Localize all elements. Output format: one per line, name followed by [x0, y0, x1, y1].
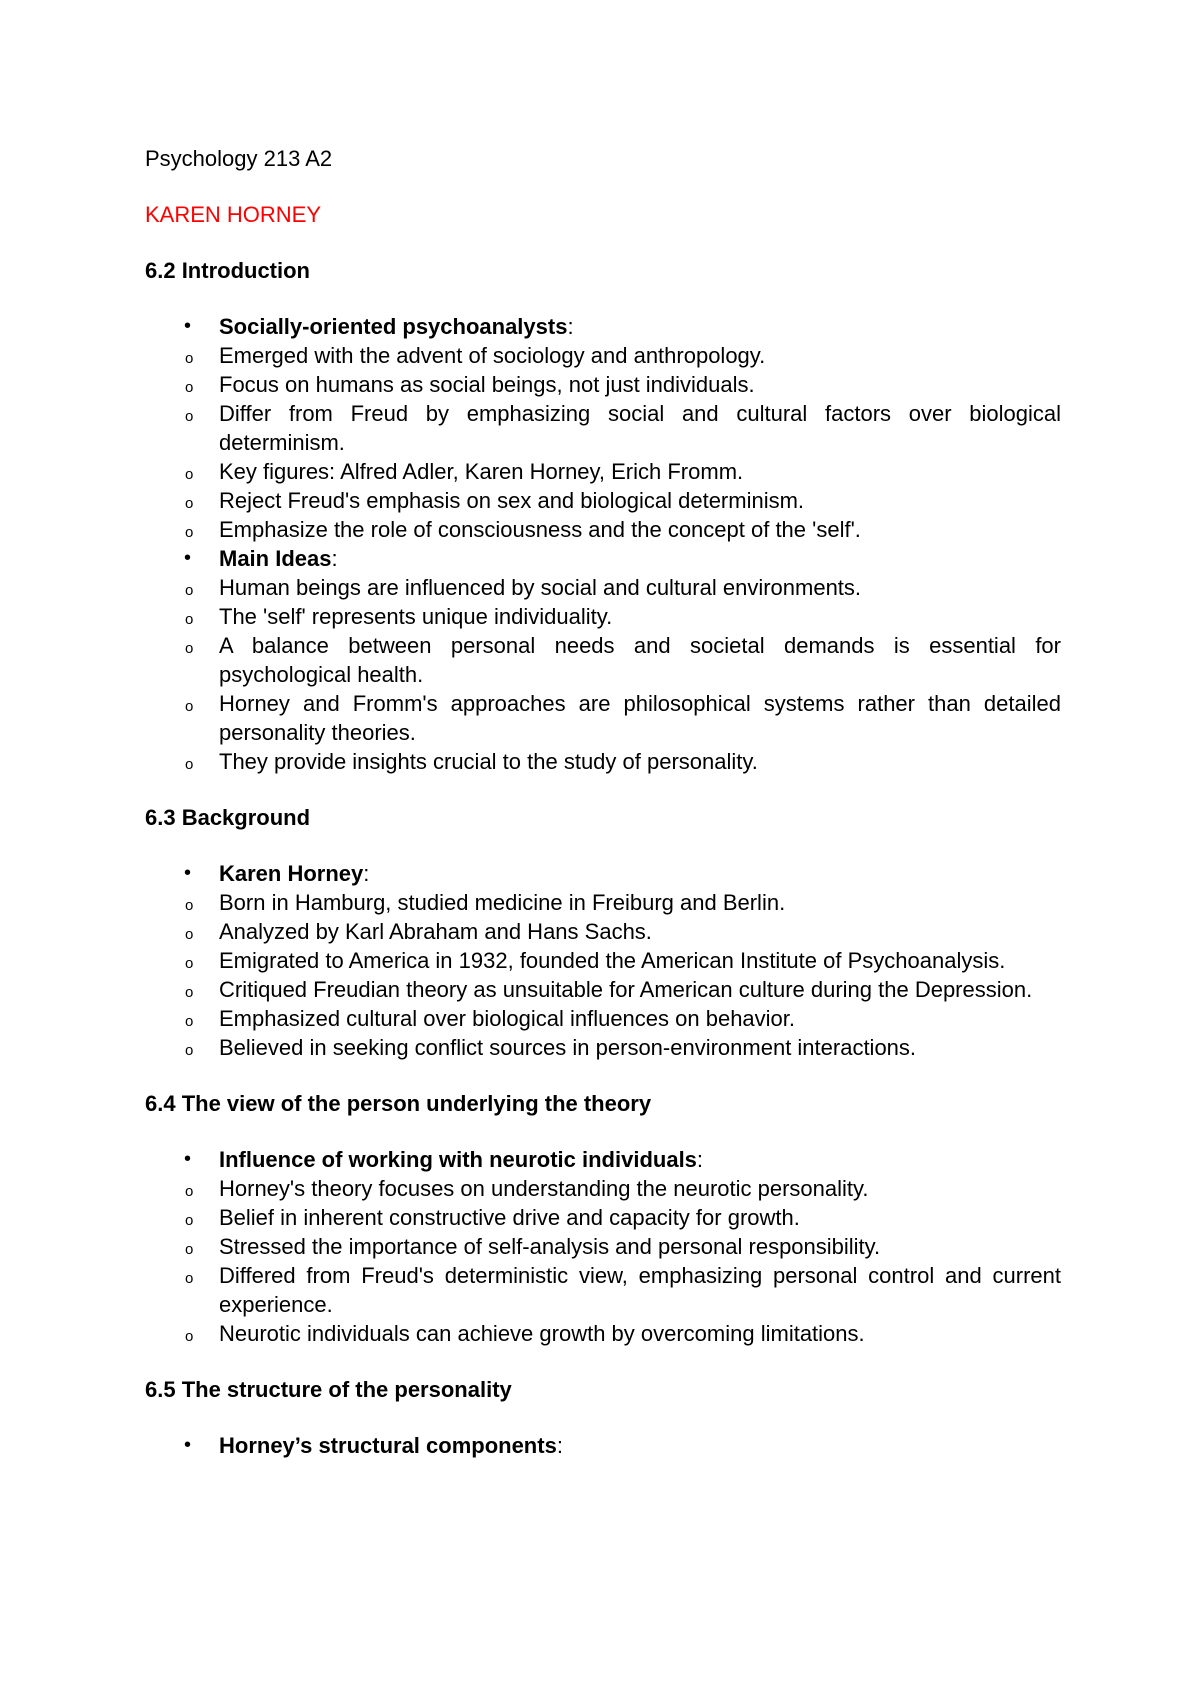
- sub-bullet-icon: o: [185, 1270, 194, 1287]
- point-list: [185, 341, 1061, 544]
- sub-bullet-icon: o: [185, 524, 194, 541]
- topic-label-colon: :: [696, 1147, 704, 1172]
- document-content: [145, 144, 1061, 1460]
- sub-bullet-icon: o: [185, 955, 194, 972]
- point-text: Emerged with the advent of sociology and anthropology.: [219, 343, 766, 368]
- sub-bullet-icon: o: [185, 408, 194, 425]
- bullet-icon: •: [184, 547, 192, 569]
- sub-bullet-icon: o: [185, 611, 194, 628]
- point-item: [185, 1232, 1061, 1261]
- point-list: [185, 888, 1061, 1062]
- point-text: Reject Freud's emphasis on sex and biological determinism.: [219, 488, 805, 513]
- sub-bullet-icon: o: [185, 1212, 194, 1229]
- topic-label-colon: :: [567, 314, 574, 339]
- point-list: [185, 1174, 1061, 1348]
- point-item: [185, 1033, 1061, 1062]
- sub-bullet-icon: o: [185, 582, 194, 599]
- point-item: [185, 917, 1061, 946]
- topic-item: [145, 1431, 1061, 1460]
- sub-bullet-icon: o: [185, 698, 194, 715]
- document-title: KAREN HORNEY: [145, 202, 322, 227]
- point-item: [185, 341, 1061, 370]
- point-item: [185, 1319, 1061, 1348]
- point-item: [185, 1174, 1061, 1203]
- topic-label: Socially-oriented psychoanalysts: [219, 314, 568, 339]
- point-text: Differed from Freud's deterministic view, emphasizing personal control and current experience.: [219, 1263, 1061, 1317]
- topic-item: [145, 312, 1061, 544]
- point-text: Neurotic individuals can achieve growth by overcoming limitations.: [219, 1321, 865, 1346]
- section: [145, 803, 1061, 1062]
- point-text: Born in Hamburg, studied medicine in Freiburg and Berlin.: [219, 890, 786, 915]
- point-list: [185, 573, 1061, 776]
- section: [145, 256, 1061, 776]
- point-item: [185, 975, 1061, 1004]
- point-item: [185, 1261, 1061, 1319]
- point-item: [185, 602, 1061, 631]
- sub-bullet-icon: o: [185, 897, 194, 914]
- topic-list: [145, 1431, 1061, 1460]
- point-item: [185, 399, 1061, 457]
- bullet-icon: •: [184, 1434, 192, 1456]
- topic-label: Main Ideas: [219, 546, 332, 571]
- point-text: Human beings are influenced by social and cultural environments.: [219, 575, 862, 600]
- topic-item: [145, 1145, 1061, 1348]
- topic-list: [145, 312, 1061, 776]
- point-item: [185, 486, 1061, 515]
- bullet-icon: •: [184, 315, 192, 337]
- sub-bullet-icon: o: [185, 379, 194, 396]
- point-item: [185, 888, 1061, 917]
- point-item: [185, 370, 1061, 399]
- point-text: Stressed the importance of self-analysis and personal responsibility.: [219, 1234, 881, 1259]
- topic-list: [145, 859, 1061, 1062]
- topic-label: Karen Horney: [219, 861, 364, 886]
- topic-label-colon: :: [556, 1433, 563, 1458]
- point-text: Horney and Fromm's approaches are philosophical systems rather than detailed personality theories.: [219, 691, 1061, 745]
- point-item: [185, 631, 1061, 689]
- point-item: [185, 1004, 1061, 1033]
- topic-list: [145, 1145, 1061, 1348]
- point-item: [185, 946, 1061, 975]
- point-item: [185, 747, 1061, 776]
- topic-label-colon: :: [363, 861, 370, 886]
- sub-bullet-icon: o: [185, 1013, 194, 1030]
- sub-bullet-icon: o: [185, 495, 194, 512]
- point-text: Critiqued Freudian theory as unsuitable for American culture during the Depression.: [219, 977, 1033, 1002]
- point-text: Analyzed by Karl Abraham and Hans Sachs.: [219, 919, 652, 944]
- sections-container: [145, 256, 1061, 1460]
- point-text: Emigrated to America in 1932, founded the American Institute of Psychoanalysis.: [219, 948, 1006, 973]
- section-heading: 6.4 The view of the person underlying the theory: [145, 1091, 652, 1116]
- section: [145, 1375, 1061, 1460]
- topic-label-colon: :: [331, 546, 338, 571]
- sub-bullet-icon: o: [185, 926, 194, 943]
- point-text: Key figures: Alfred Adler, Karen Horney, Erich Fromm.: [219, 459, 744, 484]
- point-text: Emphasize the role of consciousness and the concept of the 'self'.: [219, 517, 861, 542]
- section-heading: 6.3 Background: [145, 805, 311, 830]
- section-heading: 6.5 The structure of the personality: [145, 1377, 512, 1402]
- point-item: [185, 515, 1061, 544]
- section: [145, 1089, 1061, 1348]
- sub-bullet-icon: o: [185, 1042, 194, 1059]
- bullet-icon: •: [184, 1148, 192, 1170]
- bullet-icon: •: [184, 862, 192, 884]
- topic-label: Horney’s structural components: [219, 1433, 557, 1458]
- point-text: Emphasized cultural over biological influences on behavior.: [219, 1006, 796, 1031]
- point-text: Differ from Freud by emphasizing social and cultural factors over biological determinism.: [219, 401, 1061, 455]
- point-text: A balance between personal needs and societal demands is essential for psychological health.: [219, 633, 1061, 687]
- point-item: [185, 573, 1061, 602]
- section-heading: 6.2 Introduction: [145, 258, 310, 283]
- topic-label: Influence of working with neurotic individuals: [219, 1147, 697, 1172]
- sub-bullet-icon: o: [185, 756, 194, 773]
- topic-item: [145, 859, 1061, 1062]
- point-item: [185, 1203, 1061, 1232]
- sub-bullet-icon: o: [185, 640, 194, 657]
- sub-bullet-icon: o: [185, 1241, 194, 1258]
- topic-item: [145, 544, 1061, 776]
- point-text: The 'self' represents unique individuality.: [219, 604, 613, 629]
- point-text: They provide insights crucial to the study of personality.: [219, 749, 758, 774]
- point-text: Focus on humans as social beings, not just individuals.: [219, 372, 755, 397]
- point-text: Believed in seeking conflict sources in person-environment interactions.: [219, 1035, 917, 1060]
- point-item: [185, 689, 1061, 747]
- sub-bullet-icon: o: [185, 350, 194, 367]
- point-text: Horney's theory focuses on understanding the neurotic personality.: [219, 1176, 869, 1201]
- sub-bullet-icon: o: [185, 1183, 194, 1200]
- point-item: [185, 457, 1061, 486]
- course-code: Psychology 213 A2: [145, 146, 333, 171]
- sub-bullet-icon: o: [185, 984, 194, 1001]
- sub-bullet-icon: o: [185, 1328, 194, 1345]
- point-text: Belief in inherent constructive drive and capacity for growth.: [219, 1205, 800, 1230]
- sub-bullet-icon: o: [185, 466, 194, 483]
